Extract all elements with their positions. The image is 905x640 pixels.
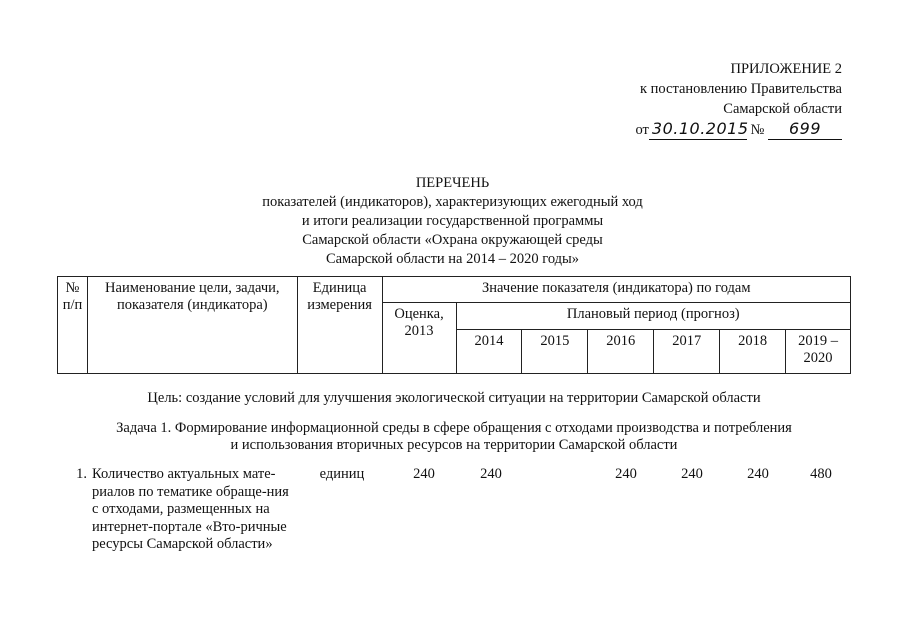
header-estimate: Оценка, 2013 (382, 303, 456, 374)
appendix-title: ПРИЛОЖЕНИЕ 2 (730, 61, 842, 77)
heading-line-3: Самарской области «Охрана окружающей среды (302, 232, 603, 248)
heading-line-1: показателей (индикаторов), характеризующих ежегодный ход (262, 194, 643, 210)
header-year-2018: 2018 (720, 330, 786, 374)
heading-title: ПЕРЕЧЕНЬ (415, 175, 490, 191)
header-plan-title: Плановый период (прогноз) (456, 303, 850, 330)
header-year-2014: 2014 (456, 330, 522, 374)
row-value-2016: 240 (615, 466, 637, 482)
from-label: от (635, 122, 649, 138)
row-value-2018: 240 (747, 466, 769, 482)
handwritten-date: 30.10.2015 (649, 119, 747, 140)
header-year-2015: 2015 (522, 330, 588, 374)
goal-text: Цель: создание условий для улучшения экологической ситуации на территории Самарской области (147, 390, 761, 406)
header-year-2019-2020: 2019 – 2020 (786, 330, 851, 374)
handwritten-number: 699 (768, 119, 842, 140)
document-heading (150, 174, 755, 269)
header-num: № п/п (58, 277, 88, 374)
header-name: Наименование цели, задачи, показателя (индикатора) (87, 277, 297, 374)
header-unit: Единица измерения (297, 277, 382, 374)
row-value-2017: 240 (681, 466, 703, 482)
header-values-title: Значение показателя (индикатора) по годам (382, 277, 850, 303)
header-year-2016: 2016 (588, 330, 654, 374)
task-text (57, 420, 851, 454)
row-value-2014: 240 (480, 466, 502, 482)
row-value-2019-2020: 480 (810, 466, 832, 482)
heading-line-2: и итоги реализации государственной программы (301, 213, 604, 229)
appendix-region-line: Самарской области (723, 101, 842, 117)
header-year-2017: 2017 (654, 330, 720, 374)
task-line-1: Задача 1. Формирование информационной среды в сфере обращения с отходами производства и потребления (116, 420, 792, 436)
row-unit: единиц (319, 466, 365, 482)
row-estimate-2013: 240 (413, 466, 435, 482)
indicators-table-header (57, 276, 851, 374)
row-name: Количество актуальных мате-риалов по тематике обраще-ния с отходами, размещенных на интернет-портале «Вто-ричные ресурсы Самарской области» (92, 466, 289, 552)
heading-line-4: Самарской области на 2014 – 2020 годы» (325, 251, 580, 267)
appendix-resolution-line: к постановлению Правительства (640, 81, 842, 97)
row-num: 1. (76, 466, 87, 482)
appendix-date-number-row (612, 119, 842, 140)
number-label: № (750, 122, 765, 138)
task-line-2: и использования вторичных ресурсов на территории Самарской области (230, 437, 678, 453)
appendix-block (612, 59, 842, 140)
